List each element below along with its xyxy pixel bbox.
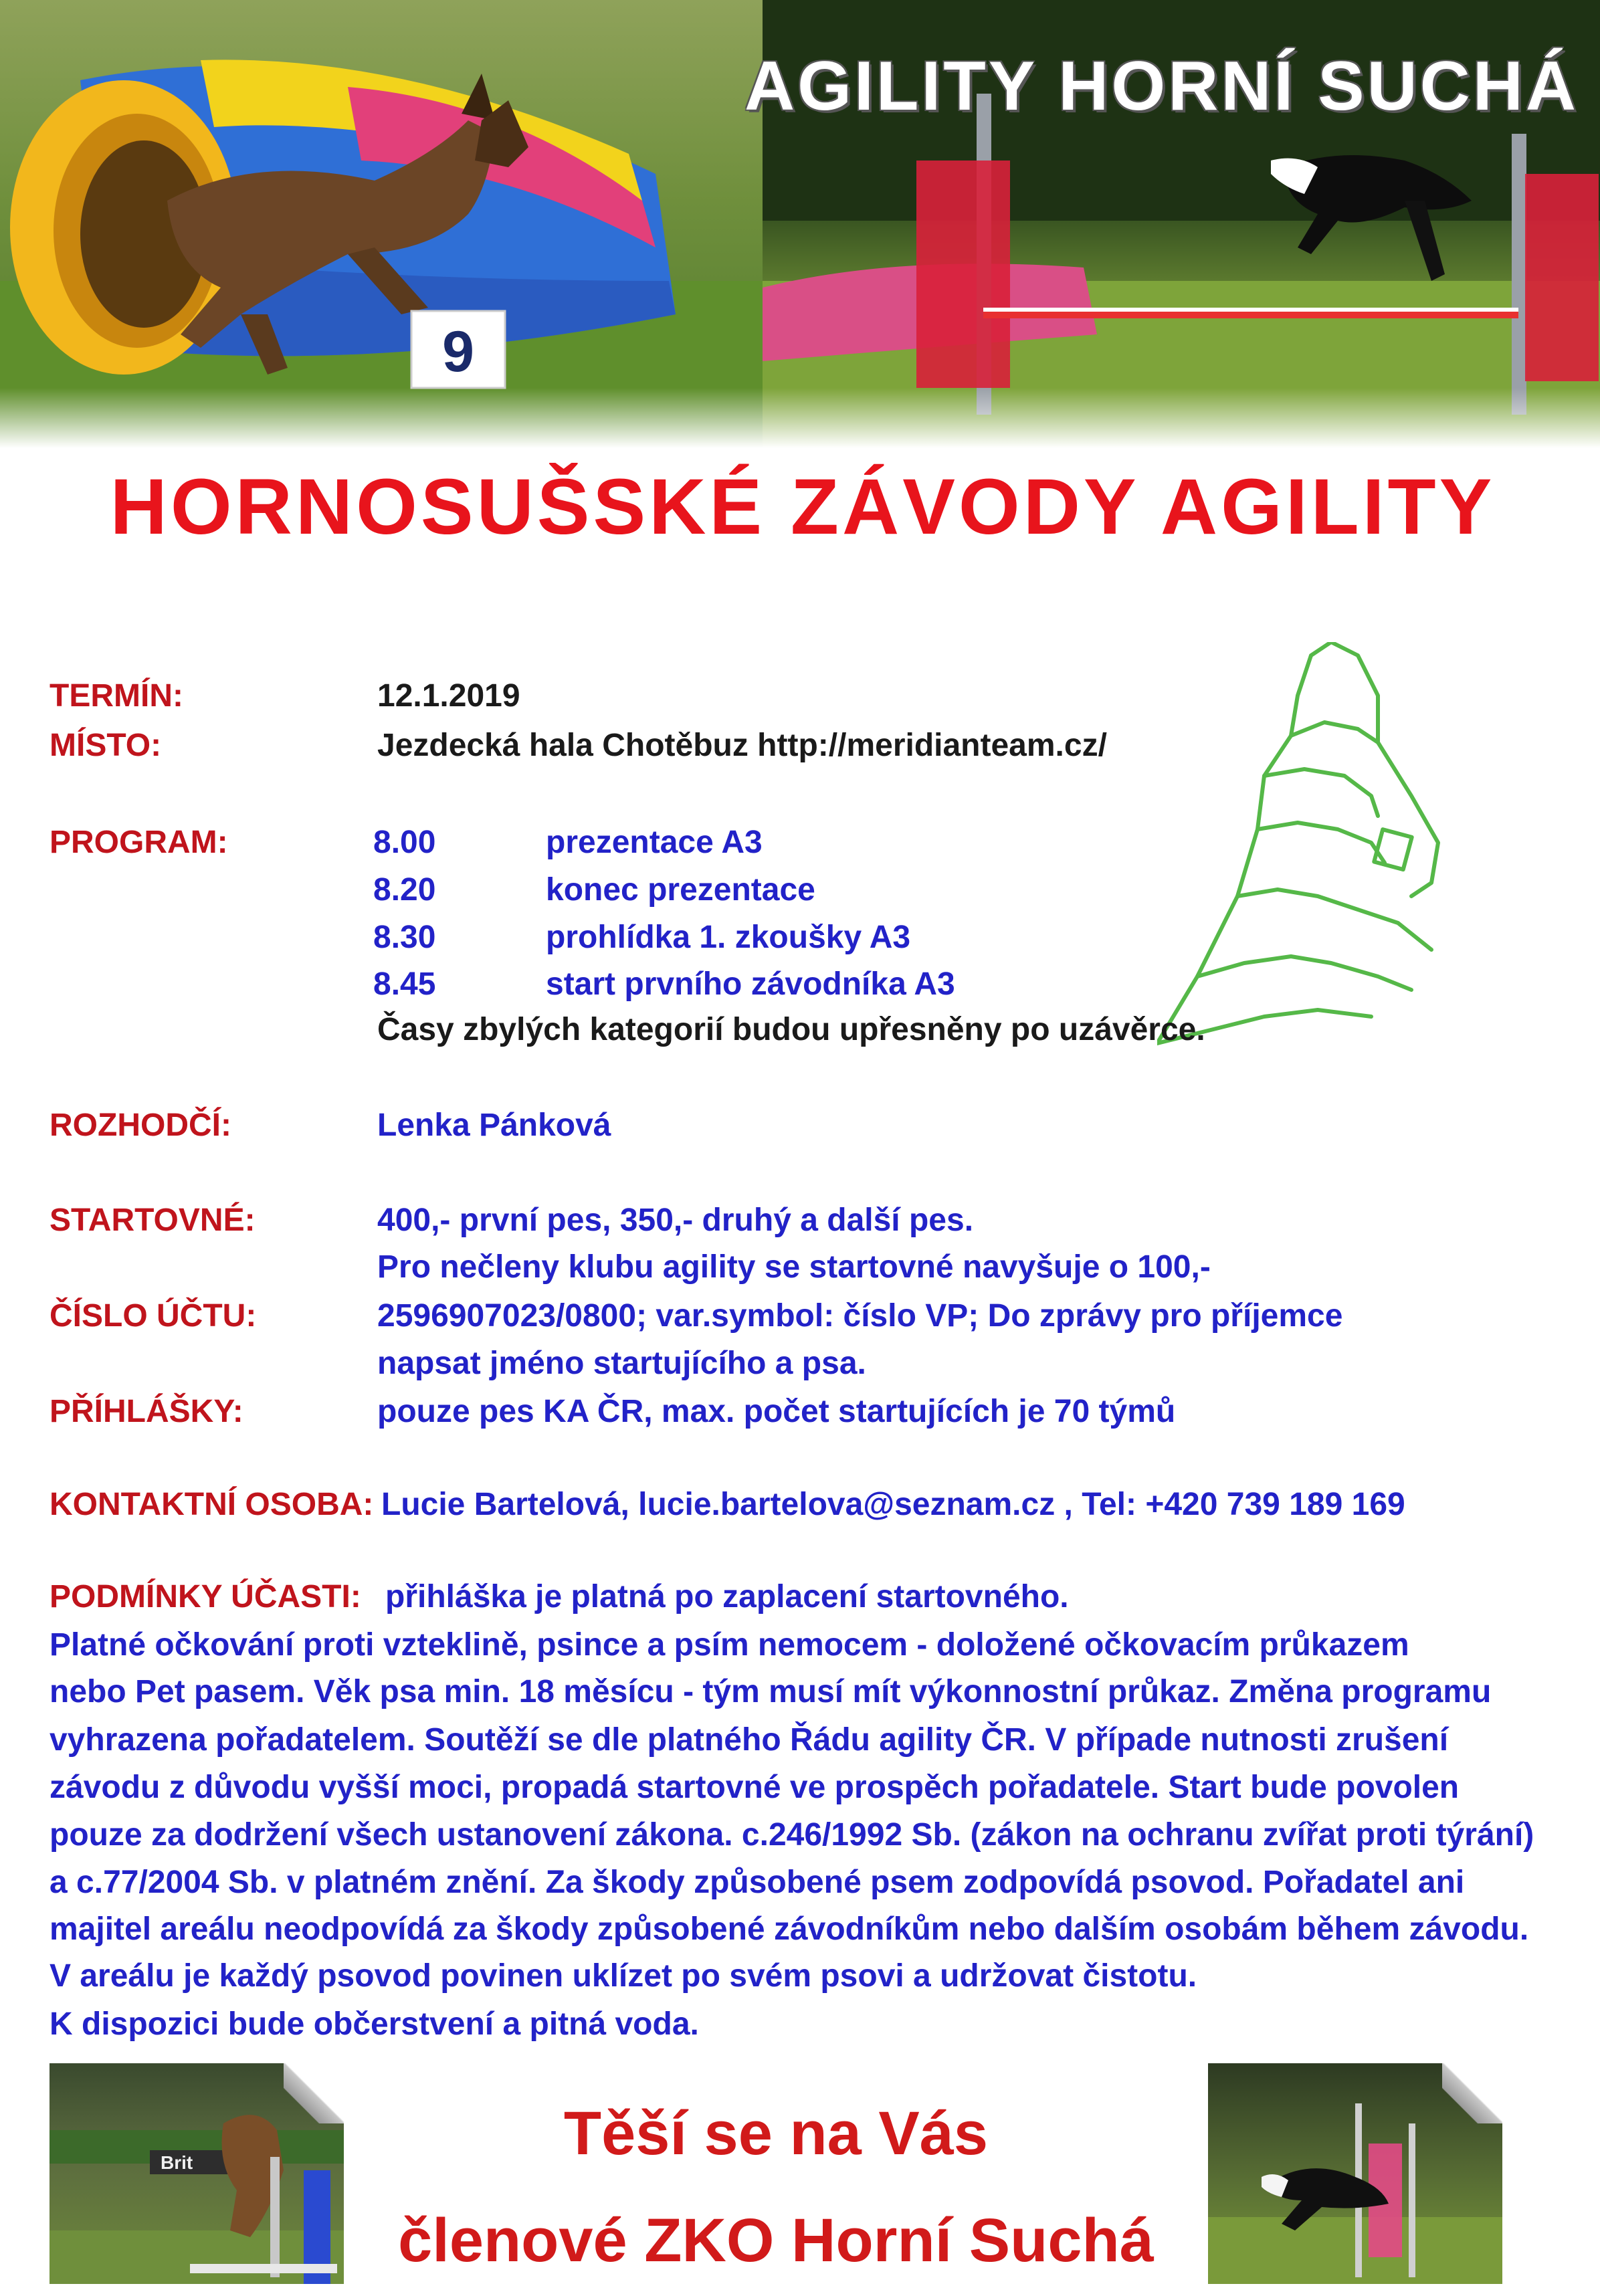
bib-number: 9 <box>442 320 474 384</box>
termin-label: TERMÍN: <box>49 678 183 714</box>
main-title: HORNOSUŠSKÉ ZÁVODY AGILITY <box>110 463 1496 551</box>
podminky-line-1: Platné očkování proti vzteklině, psince a psím nemocem - doložené očkovacím průkazem <box>49 1627 1409 1663</box>
kontakt-value: Lucie Bartelová, lucie.bartelova@seznam.cz , Tel: +420 739 189 169 <box>381 1487 1405 1522</box>
cislo-uctu-line-2: napsat jméno startujícího a psa. <box>377 1346 866 1381</box>
podminky-line-3: vyhrazena pořadatelem. Soutěží se dle platného Řádu agility ČR. V případe nutnosti zrušení <box>49 1722 1449 1758</box>
startovne-line-1: 400,- první pes, 350,- druhý a další pes. <box>377 1203 974 1238</box>
cislo-uctu-label: ČÍSLO ÚČTU: <box>49 1298 257 1334</box>
kontakt-label: KONTAKTNÍ OSOBA: <box>49 1487 374 1522</box>
cislo-uctu-line-1: 2596907023/0800; var.symbol: číslo VP; Do zprávy pro příjemce <box>377 1298 1343 1334</box>
bottom-left-photo <box>49 2063 344 2284</box>
program-time-4: 8.45 <box>373 966 436 1002</box>
startovne-label: STARTOVNÉ: <box>49 1203 256 1238</box>
podminky-line-4: závodu z důvodu vyšší moci, propadá startovné ve prospěch pořadatele. Start bude povolen <box>49 1770 1460 1805</box>
bottom-right-photo <box>1208 2063 1502 2284</box>
podminky-line-5: pouze za dodržení všech ustanovení zákona. c.246/1992 Sb. (zákon na ochranu zvířat proti týrání) <box>49 1817 1534 1853</box>
podminky-line-8: V areálu je každý psovod povinen uklízet po svém psovi a udržovat čistotu. <box>49 1958 1197 1994</box>
podminky-line-7: majitel areálu neodpovídá za škody způsobené závodníkům nebo dalším osobám během závodu. <box>49 1911 1529 1947</box>
termin-value: 12.1.2019 <box>377 678 520 714</box>
podminky-line-6: a c.77/2004 Sb. v platném znění. Za škody způsobené psem zodpovídá psovod. Pořadatel ani <box>49 1865 1465 1900</box>
prihlasky-value: pouze pes KA ČR, max. počet startujících je 70 týmů <box>377 1394 1176 1429</box>
header-title: AGILITY HORNÍ SUCHÁ <box>744 47 1579 125</box>
program-label: PROGRAM: <box>49 825 228 860</box>
banner-text: Brit <box>161 2152 193 2173</box>
program-item-1: prezentace A3 <box>546 825 763 860</box>
prihlasky-label: PŘÍHLÁŠKY: <box>49 1394 243 1429</box>
program-item-2: konec prezentace <box>546 872 815 908</box>
misto-label: MÍSTO: <box>49 728 162 763</box>
program-item-4: start prvního závodníka A3 <box>546 966 955 1002</box>
rozhodci-label: ROZHODČÍ: <box>49 1108 231 1143</box>
program-time-3: 8.30 <box>373 920 436 955</box>
podminky-line-9: K dispozici bude občerstvení a pitná voda. <box>49 2006 699 2042</box>
podminky-label: PODMÍNKY ÚČASTI: <box>49 1579 361 1614</box>
program-item-3: prohlídka 1. zkoušky A3 <box>546 920 911 955</box>
program-time-1: 8.00 <box>373 825 436 860</box>
rozhodci-value: Lenka Pánková <box>377 1108 611 1143</box>
startovne-line-2: Pro nečleny klubu agility se startovné navyšuje o 100,- <box>377 1249 1211 1285</box>
bib-sign <box>411 311 505 388</box>
closing-line-2: členové ZKO Horní Suchá <box>398 2206 1154 2275</box>
closing-line-1: Těší se na Vás <box>563 2099 989 2168</box>
podminky-line-2: nebo Pet pasem. Věk psa min. 18 měsícu - tým musí mít výkonnostní průkaz. Změna programu <box>49 1674 1492 1709</box>
program-time-2: 8.20 <box>373 872 436 908</box>
program-note: Časy zbylých kategorií budou upřesněny po uzávěrce. <box>377 1012 1205 1047</box>
podminky-first-line: přihláška je platná po zaplacení startovného. <box>385 1579 1069 1614</box>
misto-value: Jezdecká hala Chotěbuz http://meridianteam.cz/ <box>377 728 1107 763</box>
hand-sketch-graphic <box>1157 642 1518 1110</box>
